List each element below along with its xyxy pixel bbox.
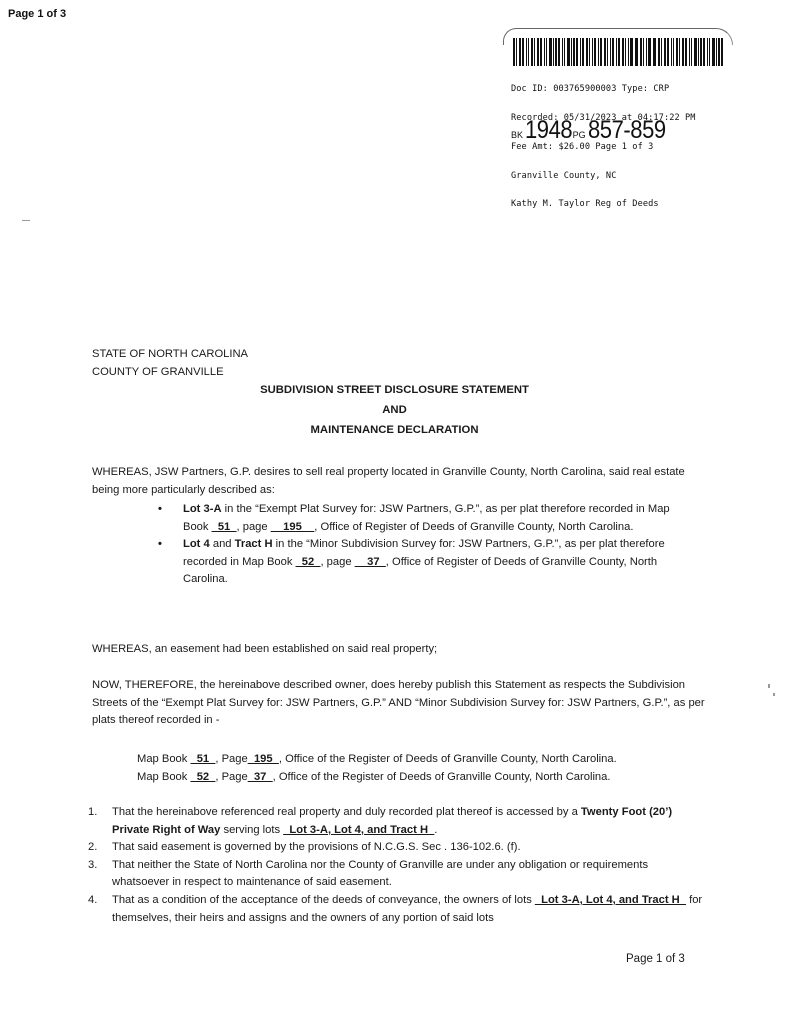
document-title: SUBDIVISION STREET DISCLOSURE STATEMENT — [260, 384, 529, 396]
footer-page-number: Page 1 of 3 — [626, 953, 685, 965]
lots-served: _Lot 3-A, Lot 4, and Tract H_ — [283, 823, 435, 836]
barcode-bar — [707, 38, 708, 66]
bullet-icon: • — [158, 538, 162, 551]
barcode-bar — [643, 38, 644, 66]
declaration-items — [88, 804, 708, 927]
barcode-bar — [526, 38, 527, 66]
barcode-bar — [573, 38, 575, 66]
barcode-bar — [562, 38, 563, 66]
scan-artifact — [773, 693, 775, 696]
stamp-recorded: Recorded: 05/31/2023 at 04:17:22 PM — [511, 112, 696, 123]
barcode-bar — [635, 38, 636, 66]
barcode-bar — [558, 38, 560, 66]
barcode-bar — [667, 38, 669, 66]
map-book-references — [137, 751, 617, 786]
barcode-bar — [519, 38, 521, 66]
stamp-text — [511, 66, 696, 229]
barcode-bar — [522, 38, 524, 66]
barcode-bar — [576, 38, 578, 66]
barcode-bar — [513, 38, 515, 66]
barcode-bar — [582, 38, 584, 66]
barcode-bar — [679, 38, 680, 66]
book-number: 1948 — [525, 116, 573, 144]
stamp-doc-id: Doc ID: 003765900003 Type: CRP — [511, 84, 670, 95]
barcode-bar — [716, 38, 717, 66]
barcode-bar — [567, 38, 569, 66]
scan-artifact — [768, 684, 770, 688]
barcode-bar — [625, 38, 626, 66]
declaration-item: 2. That said easement is governed by the provisions of N.C.G.S. Sec . 136-102.6. (f). — [88, 841, 521, 854]
barcode-bar — [636, 38, 638, 66]
barcode-bar — [616, 38, 617, 66]
whereas-paragraph-1: WHEREAS, JSW Partners, G.P. desires to sell real property located in Granville County, North Carolina, said real estate being more particularly described as: — [92, 466, 685, 496]
barcode-bar — [654, 38, 656, 66]
barcode-bar — [546, 38, 548, 66]
barcode-bar — [648, 38, 650, 66]
barcode-bar — [553, 38, 554, 66]
barcode-bar — [580, 38, 581, 66]
lots-served: _Lot 3-A, Lot 4, and Tract H_ — [534, 893, 686, 906]
barcode-bar — [673, 38, 675, 66]
state-line: STATE OF NORTH CAROLINA — [92, 348, 249, 360]
map-page-number: __37_ — [354, 555, 386, 568]
declaration-item: 3. That neither the State of North Carolina nor the County of Granville are under any obligation or requirements whatsoever in respect to maintenance of said easement. — [88, 858, 649, 889]
barcode-bar — [598, 38, 599, 66]
barcode-bar — [682, 38, 684, 66]
barcode-bar — [698, 38, 699, 66]
document-subtitle: MAINTENANCE DECLARATION — [310, 424, 479, 436]
barcode-bar — [537, 38, 539, 66]
barcode-bar — [664, 38, 666, 66]
property-item: • Lot 3-A in the “Exempt Plat Survey for: JSW Partners, G.P.”, as per plat therefore recorded in Map Book _51_, page __195__, Office of Register of Deeds of Granville County, North Carolina. — [158, 503, 670, 533]
map-page-number: __195__ — [270, 520, 315, 533]
barcode-bar — [653, 38, 654, 66]
barcode-bar — [589, 38, 590, 66]
barcode-bar — [721, 38, 723, 66]
barcode-bar — [612, 38, 614, 66]
barcode-bar — [604, 38, 606, 66]
barcode — [513, 38, 725, 66]
map-book-line: Map Book _52_, Page_37_, Office of the Register of Deeds of Granville County, North Carolina. — [137, 770, 611, 783]
now-therefore-paragraph: NOW, THEREFORE, the hereinabove described owner, does hereby publish this Statement as respects the Subdivision Streets of the “Exempt Plat Survey for: JSW Partners, G.P.” AND “Minor Subdivision Survey for: JSW Partners, G.P.”, as per plats thereof recorded in - — [92, 679, 705, 727]
barcode-bar — [564, 38, 566, 66]
page-range: 857-859 — [587, 116, 666, 144]
barcode-bar — [718, 38, 720, 66]
barcode-bar — [685, 38, 687, 66]
barcode-bar — [531, 38, 533, 66]
book-prefix: BK — [511, 130, 524, 140]
map-book-line: Map Book _51_, Page_195_, Office of the Register of Deeds of Granville County, North Carolina. — [137, 753, 617, 765]
barcode-bar — [555, 38, 557, 66]
barcode-bar — [549, 38, 551, 66]
document-title-and: AND — [382, 404, 407, 416]
barcode-bar — [592, 38, 594, 66]
recording-stamp — [503, 28, 735, 210]
book-page-reference — [511, 116, 676, 145]
barcode-bar — [661, 38, 662, 66]
barcode-bar — [628, 38, 630, 66]
scan-artifact — [22, 220, 30, 221]
barcode-bar — [689, 38, 690, 66]
barcode-bar — [646, 38, 648, 66]
property-list — [158, 501, 698, 589]
county-line: COUNTY OF GRANVILLE — [92, 365, 224, 378]
barcode-bar — [640, 38, 642, 66]
stamp-register: Kathy M. Taylor Reg of Deeds — [511, 199, 659, 210]
barcode-bar — [540, 38, 542, 66]
property-item: • Lot 4 and Tract H in the “Minor Subdivision Survey for: JSW Partners, G.P.”, as per plat therefore recorded in Map Book _52_, page __37_, Office of Register of Deeds of Granville County, North Carolina. — [158, 538, 665, 586]
declaration-item: 1. That the hereinabove referenced real property and duly recorded plat thereof is accessed by a Twenty Foot (20’) Private Right of Way serving lots _Lot 3-A, Lot 4, and Tract H_. — [88, 806, 673, 836]
stamp-county: Granville County, NC — [511, 170, 617, 181]
bullet-icon: • — [158, 503, 162, 515]
barcode-bar — [586, 38, 588, 66]
barcode-bar — [658, 38, 660, 66]
barcode-bar — [607, 38, 608, 66]
barcode-bar — [618, 38, 620, 66]
barcode-bar — [610, 38, 612, 66]
barcode-bar — [516, 38, 517, 66]
whereas-paragraph-2: WHEREAS, an easement had been established on said real property; — [92, 643, 438, 655]
barcode-bar — [594, 38, 596, 66]
map-book-number: _52_ — [295, 555, 321, 568]
barcode-bar — [600, 38, 602, 66]
map-book-number: _51_ — [211, 520, 237, 533]
barcode-bar — [528, 38, 530, 66]
barcode-bar — [571, 38, 572, 66]
barcode-bar — [709, 38, 711, 66]
barcode-bar — [703, 38, 705, 66]
barcode-bar — [630, 38, 632, 66]
viewer-page-label: Page 1 of 3 — [8, 8, 67, 20]
stamp-fee: Fee Amt: $26.00 Page 1 of 3 — [511, 141, 654, 152]
page-prefix: PG — [572, 130, 586, 140]
jurisdiction-header — [92, 346, 248, 381]
barcode-bar — [691, 38, 693, 66]
barcode-bar — [712, 38, 714, 66]
declaration-item: 4. That as a condition of the acceptance of the deeds of conveyance, the owners of lots _Lot 3-A, Lot 4, and Tract H_ for themselves, their heirs and assigns and the owners of any portion of said lots — [88, 893, 703, 924]
barcode-bar — [671, 38, 672, 66]
barcode-bar — [544, 38, 545, 66]
barcode-bar — [700, 38, 702, 66]
barcode-bar — [534, 38, 535, 66]
barcode-bar — [622, 38, 624, 66]
barcode-bar — [694, 38, 696, 66]
barcode-bar — [676, 38, 678, 66]
